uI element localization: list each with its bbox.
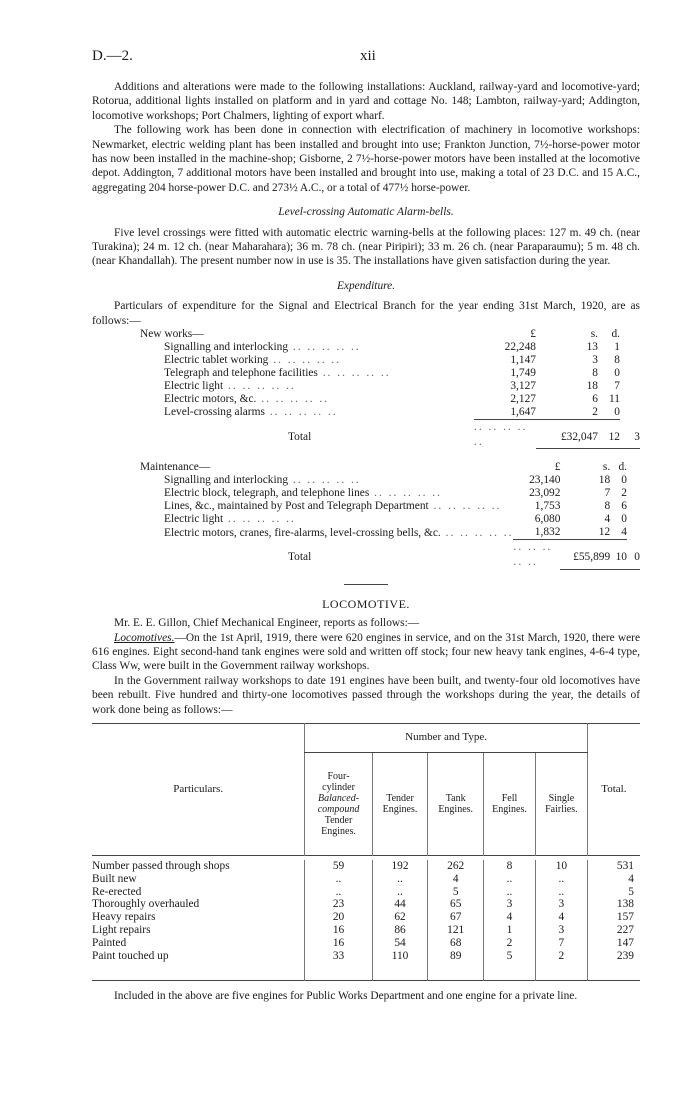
- expenditure-row: [92, 380, 640, 393]
- row-label: Thoroughly overhauled: [92, 898, 200, 911]
- item-name: Electric tablet working: [164, 354, 269, 367]
- header-line: Tender: [386, 792, 414, 804]
- table-row: [92, 860, 640, 873]
- pounds-value: 1,832: [513, 526, 560, 540]
- col-head-pence: d.: [618, 461, 627, 474]
- new-works-label: New works—: [140, 328, 204, 341]
- expenditure-new-works-table: [92, 328, 640, 449]
- pence-value: 0: [614, 367, 620, 380]
- pounds-value: 6,080: [534, 513, 561, 526]
- header-line: Single: [548, 792, 575, 804]
- pence-value: 4: [610, 526, 627, 540]
- pence-value: 7: [614, 380, 620, 393]
- total-pence: 3: [620, 420, 640, 449]
- pounds-value: 1,147: [510, 354, 536, 367]
- cell-value: 192: [372, 860, 428, 873]
- pence-value: 6: [621, 500, 627, 513]
- header-line: Engines.: [492, 803, 527, 815]
- col-four-cylinder-header: [305, 752, 372, 855]
- pounds-value: 23,092: [529, 487, 561, 500]
- item-name: Electric motors, cranes, fire-alarms, level-crossing bells, &c.: [164, 526, 441, 539]
- item-name: Electric light: [164, 380, 224, 393]
- item-name: Level-crossing alarms: [164, 406, 265, 419]
- page-body: [92, 80, 640, 1004]
- maintenance-label: Maintenance—: [140, 461, 211, 474]
- pence-value: 0: [621, 513, 627, 526]
- cell-value: 2: [484, 937, 536, 950]
- dot-leader: .. .. .. .. ..: [513, 541, 553, 568]
- dot-leader: .. .. .. .. ..: [369, 487, 442, 500]
- level-crossing-paragraph: Five level crossings were fitted with automatic electric warning-bells at the following places: 127 m. 49 ch. (near Turakina); 24 m. 12 ch. (near Maharahara); 36 m. 78 ch. (near Piripiri); 33 m. 26 ch. (near Paraparaumu); 5 m. 48 ch. (near Khandallah). The present number now in use is 35. The installations have given satisfaction during the year.: [92, 226, 640, 268]
- total-shillings: 10: [610, 540, 627, 569]
- cell-value: 16: [305, 924, 372, 937]
- cell-value: 4: [535, 911, 587, 924]
- expenditure-total-row: [92, 420, 640, 449]
- item-name: Electric motors, &c.: [164, 393, 257, 406]
- shillings-value: 6: [592, 393, 598, 406]
- locomotives-paragraph: [92, 631, 640, 674]
- row-label: Number passed through shops: [92, 859, 230, 872]
- row-label: Re-erected: [92, 885, 142, 898]
- pence-value: 1: [614, 341, 620, 354]
- dot-leader: .. .. .. .. ..: [268, 354, 342, 367]
- expenditure-row: [92, 474, 640, 487]
- item-name: Lines, &c., maintained by Post and Telegraph Department: [164, 500, 429, 513]
- cell-value: 89: [428, 950, 484, 981]
- dot-leader: .. .. .. .. ..: [288, 341, 361, 354]
- row-total: 239: [587, 950, 640, 981]
- header-line: Engines.: [321, 825, 356, 837]
- expenditure-row: [92, 367, 640, 380]
- expenditure-row: [92, 406, 640, 420]
- cell-value: 20: [305, 911, 372, 924]
- pence-value: 2: [621, 487, 627, 500]
- item-name: Electric light: [164, 513, 224, 526]
- section-divider: [344, 584, 388, 585]
- cell-value: 54: [372, 937, 428, 950]
- table-footnote: Included in the above are five engines for Public Works Department and one engine for a private line.: [114, 990, 578, 1003]
- row-total: 227: [587, 924, 640, 937]
- level-crossing-heading: Level-crossing Automatic Alarm-bells.: [278, 206, 454, 219]
- shillings-value: 7: [604, 487, 611, 500]
- shillings-value: 18: [586, 380, 598, 393]
- col-head-pence: d.: [611, 328, 620, 341]
- cell-value: ..: [484, 886, 536, 899]
- header-line: Four-: [327, 770, 350, 782]
- cell-value: 121: [428, 924, 484, 937]
- table-row: [92, 937, 640, 950]
- expenditure-row: [92, 341, 640, 354]
- shillings-value: 18: [598, 474, 611, 487]
- expenditure-row: [92, 526, 640, 540]
- electrification-paragraph: The following work has been done in connection with electrification of machinery in locomotive workshops: Newmarket, electric welding plant has been installed and brought into use; Frankton Junction, 7½-horse-power motor has now been installed in the machine-shop; Gisborne, 2 7½-horse-power motors have been installed at the locomotive depot. Addington, 7 additional motors have been installed and brought into use, making a total of 23 D.C. and 15 A.C., aggregating 204 horse-power D.C. and 273½ A.C., or a total of 477½ horse-power.: [92, 124, 640, 194]
- row-total: 4: [587, 873, 640, 886]
- page-number: xii: [360, 48, 376, 64]
- header-line: Tender: [324, 814, 353, 826]
- number-type-header: Number and Type.: [305, 723, 587, 752]
- col-fell-header: [484, 752, 536, 855]
- shillings-value: 3: [592, 354, 598, 367]
- cell-value: 86: [372, 924, 428, 937]
- table-row: [92, 898, 640, 911]
- cell-value: 59: [305, 860, 372, 873]
- cell-value: ..: [535, 873, 587, 886]
- item-name: Telegraph and telephone facilities: [164, 367, 318, 380]
- cell-value: 2: [535, 950, 587, 981]
- dot-leader: .. .. .. .. ..: [317, 367, 391, 380]
- row-total: 5: [587, 886, 640, 899]
- total-pounds: £32,047: [536, 420, 598, 449]
- shillings-value: 8: [604, 500, 611, 513]
- cell-value: 67: [428, 911, 484, 924]
- col-head-pounds: £: [554, 461, 561, 474]
- header-line: Fell: [501, 792, 518, 804]
- header-line: Balanced-: [317, 792, 360, 804]
- total-pounds: £55,899: [560, 540, 610, 569]
- cell-value: 7: [535, 937, 587, 950]
- expenditure-total-row: [92, 540, 640, 569]
- total-label: Total: [288, 551, 312, 564]
- shillings-value: 12: [560, 526, 610, 540]
- cell-value: ..: [484, 873, 536, 886]
- dot-leader: .. .. .. .. ..: [474, 421, 528, 448]
- row-label: Light repairs: [92, 923, 151, 936]
- header-line: Tank: [445, 792, 466, 804]
- cell-value: 5: [484, 950, 536, 981]
- table-row: [92, 924, 640, 937]
- dot-leader: .. .. .. .. ..: [256, 393, 330, 406]
- row-label: Heavy repairs: [92, 911, 156, 924]
- installations-paragraph: Additions and alterations were made to the following installations: Auckland, railway-yard and locomotive-yard; Rotorua, additional lights installed on platform and in yard and cottage No. 148; Lambton, railway-yard; Addington, locomotive workshops; Port Chalmers, lighting of export wharf.: [92, 81, 640, 122]
- header-line: cylinder: [322, 781, 355, 793]
- page-code: D.—2.: [92, 48, 133, 64]
- cell-value: 3: [535, 898, 587, 911]
- row-label: Built new: [92, 872, 137, 885]
- cell-value: ..: [372, 886, 428, 899]
- pounds-value: 1,647: [474, 406, 536, 420]
- expenditure-row: [92, 393, 640, 406]
- particulars-header: Particulars.: [173, 782, 224, 795]
- cell-value: 3: [535, 924, 587, 937]
- workshops-paragraph: In the Government railway workshops to date 191 engines have been built, and twenty-four old locomotives have been rebuilt. Five hundred and thirty-one locomotives passed through the workshops during the year, the details of work done being as follows:—: [92, 674, 640, 716]
- pounds-value: 3,127: [510, 380, 536, 393]
- shillings-value: 4: [604, 513, 611, 526]
- cell-value: 10: [535, 860, 587, 873]
- cell-value: ..: [535, 886, 587, 899]
- pence-value: 11: [609, 393, 620, 406]
- shillings-value: 8: [592, 367, 598, 380]
- shillings-value: 13: [586, 341, 598, 354]
- dot-leader: .. .. .. .. ..: [428, 500, 502, 513]
- header-line: Engines.: [382, 803, 418, 815]
- shillings-value: 2: [536, 406, 598, 420]
- cell-value: 33: [305, 950, 372, 981]
- pounds-value: 1,749: [510, 367, 536, 380]
- locomotive-intro: Mr. E. E. Gillon, Chief Mechanical Engineer, reports as follows:—: [114, 617, 420, 630]
- cell-value: 1: [484, 924, 536, 937]
- expenditure-row: [92, 500, 640, 513]
- row-total: 157: [587, 911, 640, 924]
- pence-value: 0: [598, 406, 620, 420]
- col-head-pounds: £: [530, 328, 536, 341]
- cell-value: 262: [428, 860, 484, 873]
- expenditure-intro: Particulars of expenditure for the Signal and Electrical Branch for the year ending 31st March, 1920, are as follows:—: [92, 300, 640, 327]
- locomotives-text: —On the 1st April, 1919, there were 620 engines in service, and on the 31st March, 1920, there were 616 engines. Eight second-hand tank engines were sold and written off stock; four new heavy tank engines, 4-6-4 type, Class Ww, were built in the Government railway workshops.: [92, 631, 640, 673]
- cell-value: 3: [484, 898, 536, 911]
- dot-leader: .. .. .. .. ..: [223, 513, 296, 526]
- expenditure-maintenance-table: [92, 461, 640, 569]
- item-name: Signalling and interlocking: [164, 474, 289, 487]
- pence-value: 8: [614, 354, 620, 367]
- col-head-shillings: s.: [602, 461, 611, 474]
- header-line: Engines.: [438, 803, 474, 815]
- item-name: Signalling and interlocking: [164, 341, 289, 354]
- cell-value: 65: [428, 898, 484, 911]
- cell-value: 110: [372, 950, 428, 981]
- col-fairlies-header: [535, 752, 587, 855]
- expenditure-heading: Expenditure.: [336, 279, 396, 292]
- cell-value: 5: [428, 886, 484, 899]
- col-tank-header: [428, 752, 484, 855]
- total-pence: 0: [627, 540, 640, 569]
- row-total: 531: [587, 860, 640, 873]
- cell-value: ..: [372, 873, 428, 886]
- cell-value: 62: [372, 911, 428, 924]
- cell-value: ..: [305, 873, 372, 886]
- row-label: Paint touched up: [92, 949, 169, 962]
- locomotives-label: Locomotives.: [114, 631, 175, 644]
- expenditure-row: [92, 487, 640, 500]
- dot-leader: .. .. .. .. ..: [440, 526, 514, 539]
- cell-value: 23: [305, 898, 372, 911]
- total-label: Total: [288, 430, 312, 443]
- expenditure-row: [92, 354, 640, 367]
- total-header: Total.: [587, 723, 640, 855]
- cell-value: 44: [372, 898, 428, 911]
- row-label: Painted: [92, 936, 127, 949]
- cell-value: 4: [484, 911, 536, 924]
- table-row: [92, 950, 640, 981]
- header-line: compound: [317, 803, 360, 815]
- pence-value: 0: [621, 474, 627, 487]
- cell-value: 68: [428, 937, 484, 950]
- col-head-shillings: s.: [590, 328, 598, 341]
- dot-leader: .. .. .. .. ..: [223, 380, 296, 393]
- pounds-value: 22,248: [504, 341, 536, 354]
- table-row: [92, 886, 640, 899]
- dot-leader: .. .. .. .. ..: [264, 406, 338, 419]
- cell-value: 4: [428, 873, 484, 886]
- expenditure-row: [92, 513, 640, 526]
- table-row: [92, 911, 640, 924]
- dot-leader: .. .. .. .. ..: [288, 474, 361, 487]
- cell-value: 16: [305, 937, 372, 950]
- cell-value: 8: [484, 860, 536, 873]
- row-total: 147: [587, 937, 640, 950]
- pounds-value: 2,127: [510, 393, 536, 406]
- item-name: Electric block, telegraph, and telephone lines: [164, 487, 370, 500]
- total-shillings: 12: [598, 420, 620, 449]
- header-line: Fairlies.: [545, 803, 578, 815]
- pounds-value: 23,140: [529, 474, 561, 487]
- workshop-table: [92, 723, 640, 989]
- row-total: 138: [587, 898, 640, 911]
- table-row: [92, 873, 640, 886]
- locomotive-heading: LOCOMOTIVE.: [322, 596, 410, 611]
- pounds-value: 1,753: [534, 500, 561, 513]
- col-tender-header: [372, 752, 428, 855]
- cell-value: ..: [305, 886, 372, 899]
